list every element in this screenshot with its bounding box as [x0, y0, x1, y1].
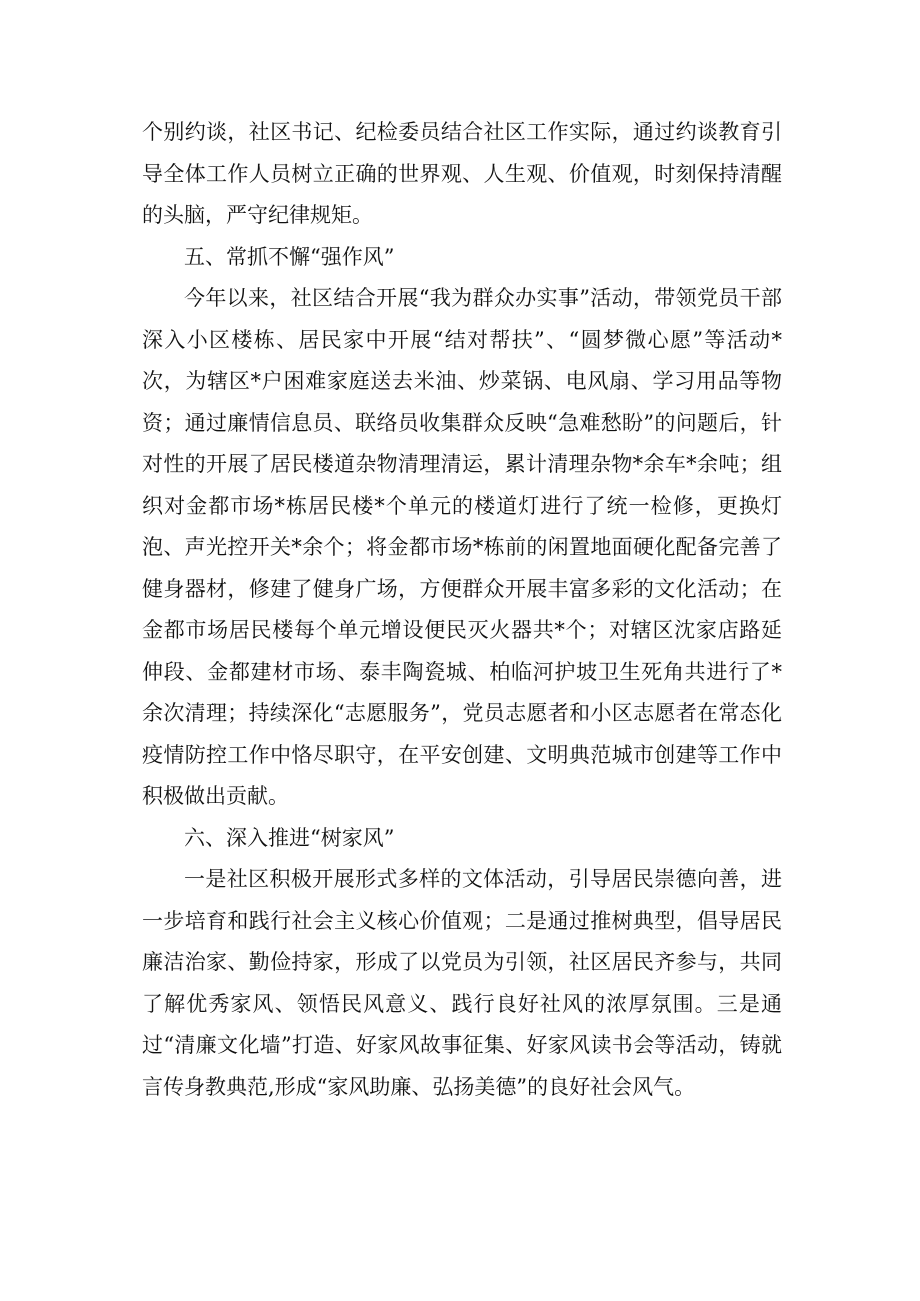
section-heading-6: 六、深入推进“树家风” [184, 825, 395, 850]
paragraph-intro: 个别约谈，社区书记、纪检委员结合社区工作实际，通过约谈教育引导全体工作人员树立正确的世界观、人生观、价值观，时刻保持清醒的头脑，严守纪律规矩。 [142, 120, 782, 227]
paragraph-section-6: 一是社区积极开展形式多样的文体活动，引导居民崇德向善，进一步培育和践行社会主义核心价值观；二是通过推树典型，倡导居民廉洁治家、勤俭持家，形成了以党员为引领，社区居民齐参与，共同了解优秀家风、领悟民风意义、践行良好社风的浓厚氛围。三是通过“清廉文化墙”打造、好家风故事征集、好家风读书会等活动，铸就言传身教典范,形成“家风助廉、弘扬美德”的良好社会风气。 [142, 867, 782, 1099]
document-body [142, 112, 782, 1108]
paragraph-section-5: 今年以来，社区结合开展“我为群众办实事”活动，带领党员干部深入小区楼栋、居民家中开展“结对帮扶”、“圆梦微心愿”等活动*次，为辖区*户困难家庭送去米油、炒菜锅、电风扇、学习用品等物资；通过廉情信息员、联络员收集群众反映“急难愁盼”的问题后，针对性的开展了居民楼道杂物清理清运，累计清理杂物*余车*余吨；组织对金都市场*栋居民楼*个单元的楼道灯进行了统一检修，更换灯泡、声光控开关*余个；将金都市场*栋前的闲置地面硬化配备完善了健身器材，修建了健身广场，方便群众开展丰富多彩的文化活动；在金都市场居民楼每个单元增设便民灭火器共*个；对辖区沈家店路延伸段、金都建材市场、泰丰陶瓷城、柏临河护坡卫生死角共进行了*余次清理；持续深化“志愿服务”，党员志愿者和小区志愿者在常态化疫情防控工作中恪尽职守，在平安创建、文明典范城市创建等工作中积极做出贡献。 [142, 286, 782, 808]
section-heading-5: 五、常抓不懈“强作风” [184, 244, 395, 269]
